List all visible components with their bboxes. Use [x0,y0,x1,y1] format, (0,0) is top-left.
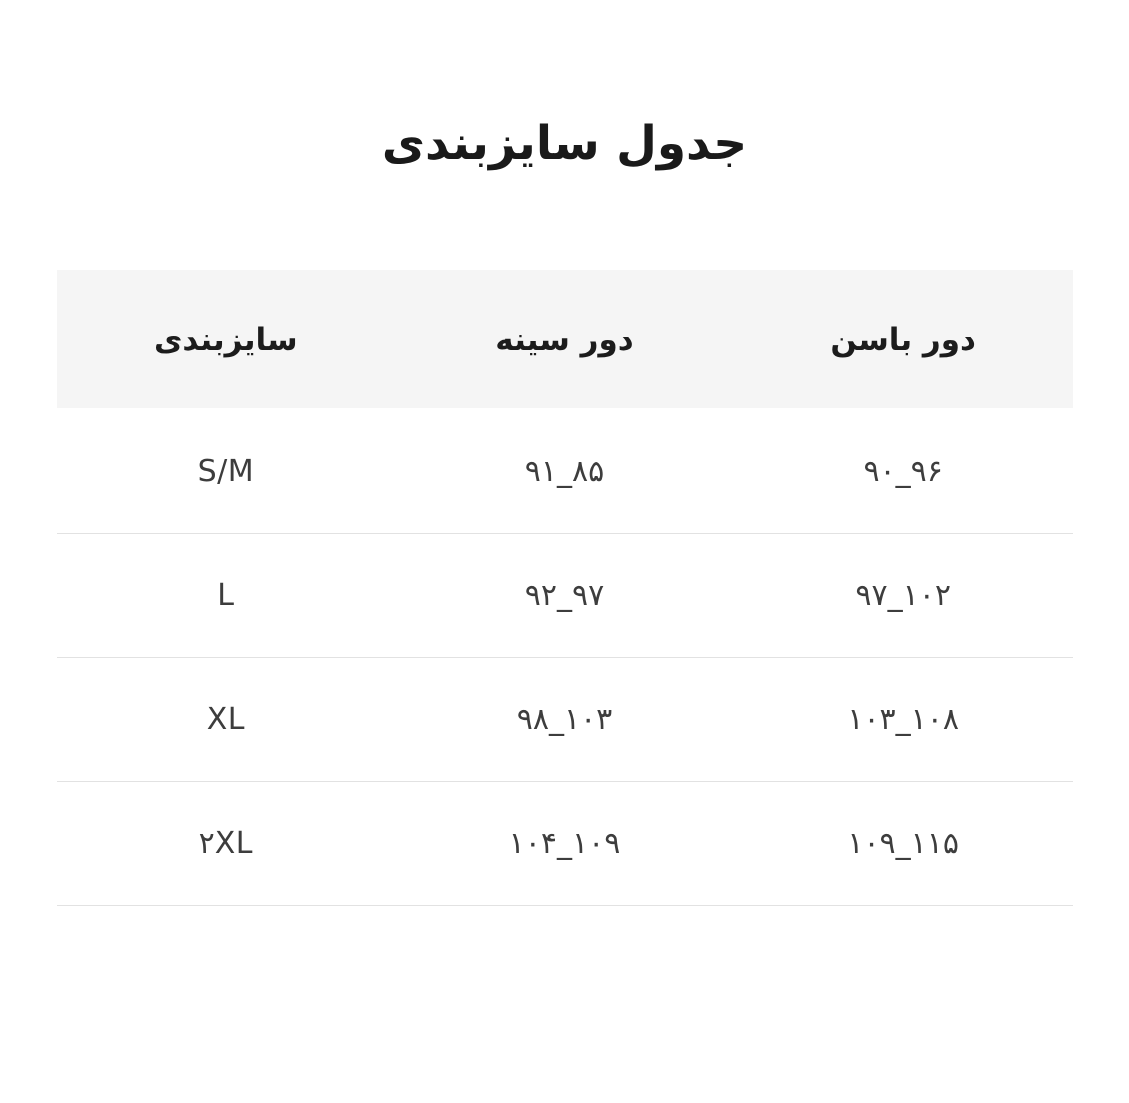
column-header-hip: دور باسن [830,322,976,359]
table-body [57,408,1073,906]
page-title: جدول سایزبندی [381,116,748,172]
size-table [57,270,1073,906]
cell-chest: ۱۰۳_۹۸ [395,658,734,782]
table-row [57,534,1073,658]
cell-size: S/M [57,408,396,534]
table-row [57,408,1073,534]
cell-size: ۲XL [57,782,396,906]
column-header-chest: دور سینه [495,322,634,359]
table-header-row [57,270,1073,408]
size-chart-page [0,31,1129,1103]
table-row [57,782,1073,906]
cell-hip: ۱۱۵_۱۰۹ [734,782,1073,906]
cell-chest: ۹۷_۹۲ [395,534,734,658]
column-header-size: سایزبندی [154,322,298,359]
cell-hip: ۱۰۲_۹۷ [734,534,1073,658]
cell-chest: ۱۰۹_۱۰۴ [395,782,734,906]
size-table-container [57,270,1073,906]
cell-hip: ۹۶_۹۰ [734,408,1073,534]
cell-hip: ۱۰۸_۱۰۳ [734,658,1073,782]
cell-size: L [57,534,396,658]
cell-chest: ۸۵_۹۱ [395,408,734,534]
cell-size: XL [57,658,396,782]
table-header [57,270,1073,408]
table-row [57,658,1073,782]
